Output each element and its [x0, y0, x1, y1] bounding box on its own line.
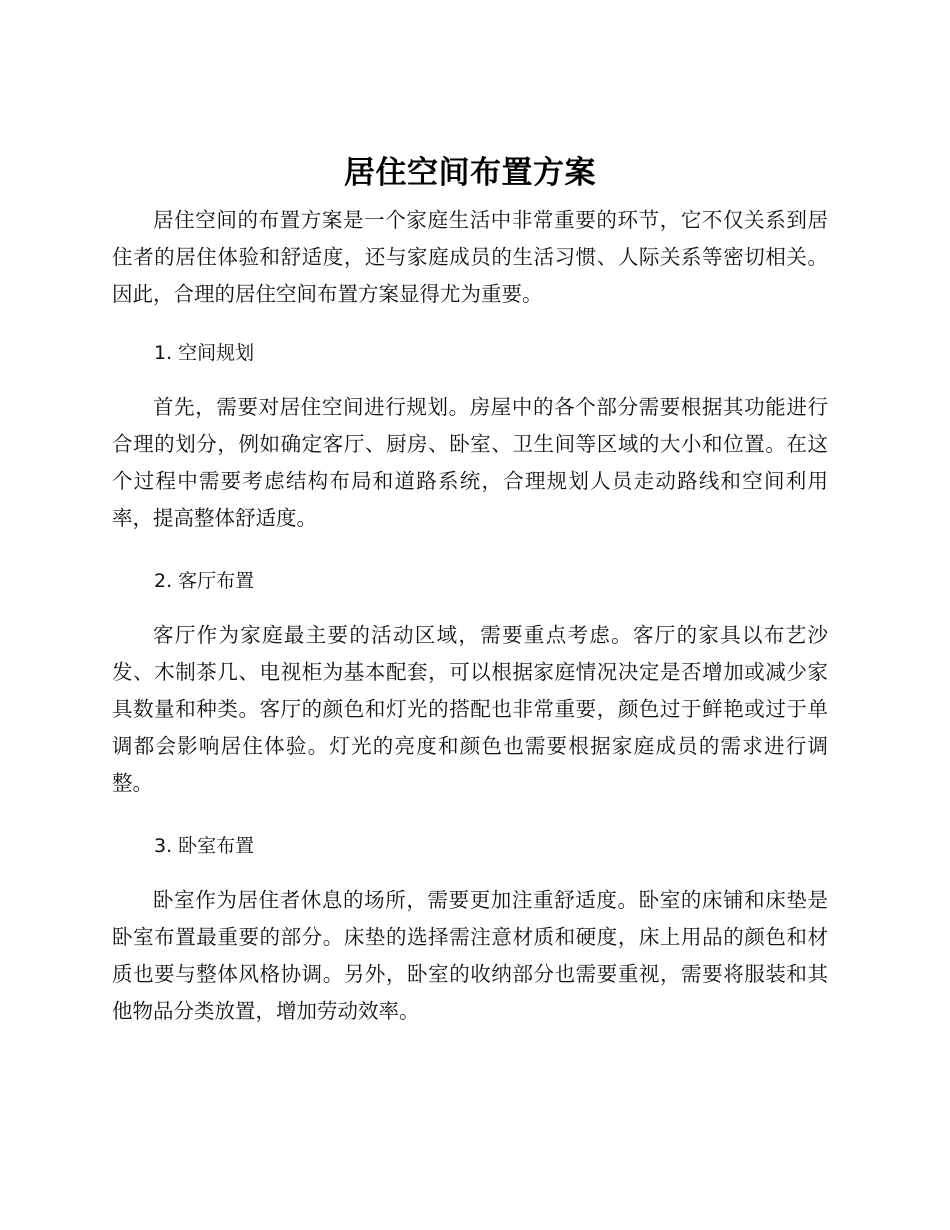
section-heading-space-planning: 1. 空间规划: [154, 342, 255, 364]
document-page: [112, 150, 828, 1030]
intro-paragraph: 居住空间的布置方案是一个家庭生活中非常重要的环节，它不仅关系到居住者的居住体验和舒适度，还与家庭成员的生活习惯、人际关系等密切相关。因此，合理的居住空间布置方案显得尤为重要。: [112, 208, 828, 306]
section-body-living-room: 客厅作为家庭最主要的活动区域，需要重点考虑。客厅的家具以布艺沙发、木制茶几、电视柜为基本配套，可以根据家庭情况决定是否增加或减少家具数量和种类。客厅的颜色和灯光的搭配也非常重要，颜色过于鲜艳或过于单调都会影响居住体验。灯光的亮度和颜色也需要根据家庭成员的需求进行调整。: [112, 623, 828, 795]
section-heading-living-room: 2. 客厅布置: [154, 570, 255, 592]
document-title: 居住空间布置方案: [344, 155, 596, 191]
section-body-bedroom: 卧室作为居住者休息的场所，需要更加注重舒适度。卧室的床铺和床垫是卧室布置最重要的部分。床垫的选择需注意材质和硬度，床上用品的颜色和材质也要与整体风格协调。另外，卧室的收纳部分也需要重视，需要将服装和其他物品分类放置，增加劳动效率。: [112, 888, 828, 1023]
section-body-space-planning: 首先，需要对居住空间进行规划。房屋中的各个部分需要根据其功能进行合理的划分，例如确定客厅、厨房、卧室、卫生间等区域的大小和位置。在这个过程中需要考虑结构布局和道路系统，合理规划人员走动路线和空间利用率，提高整体舒适度。: [112, 395, 828, 530]
section-heading-bedroom: 3. 卧室布置: [154, 835, 255, 857]
